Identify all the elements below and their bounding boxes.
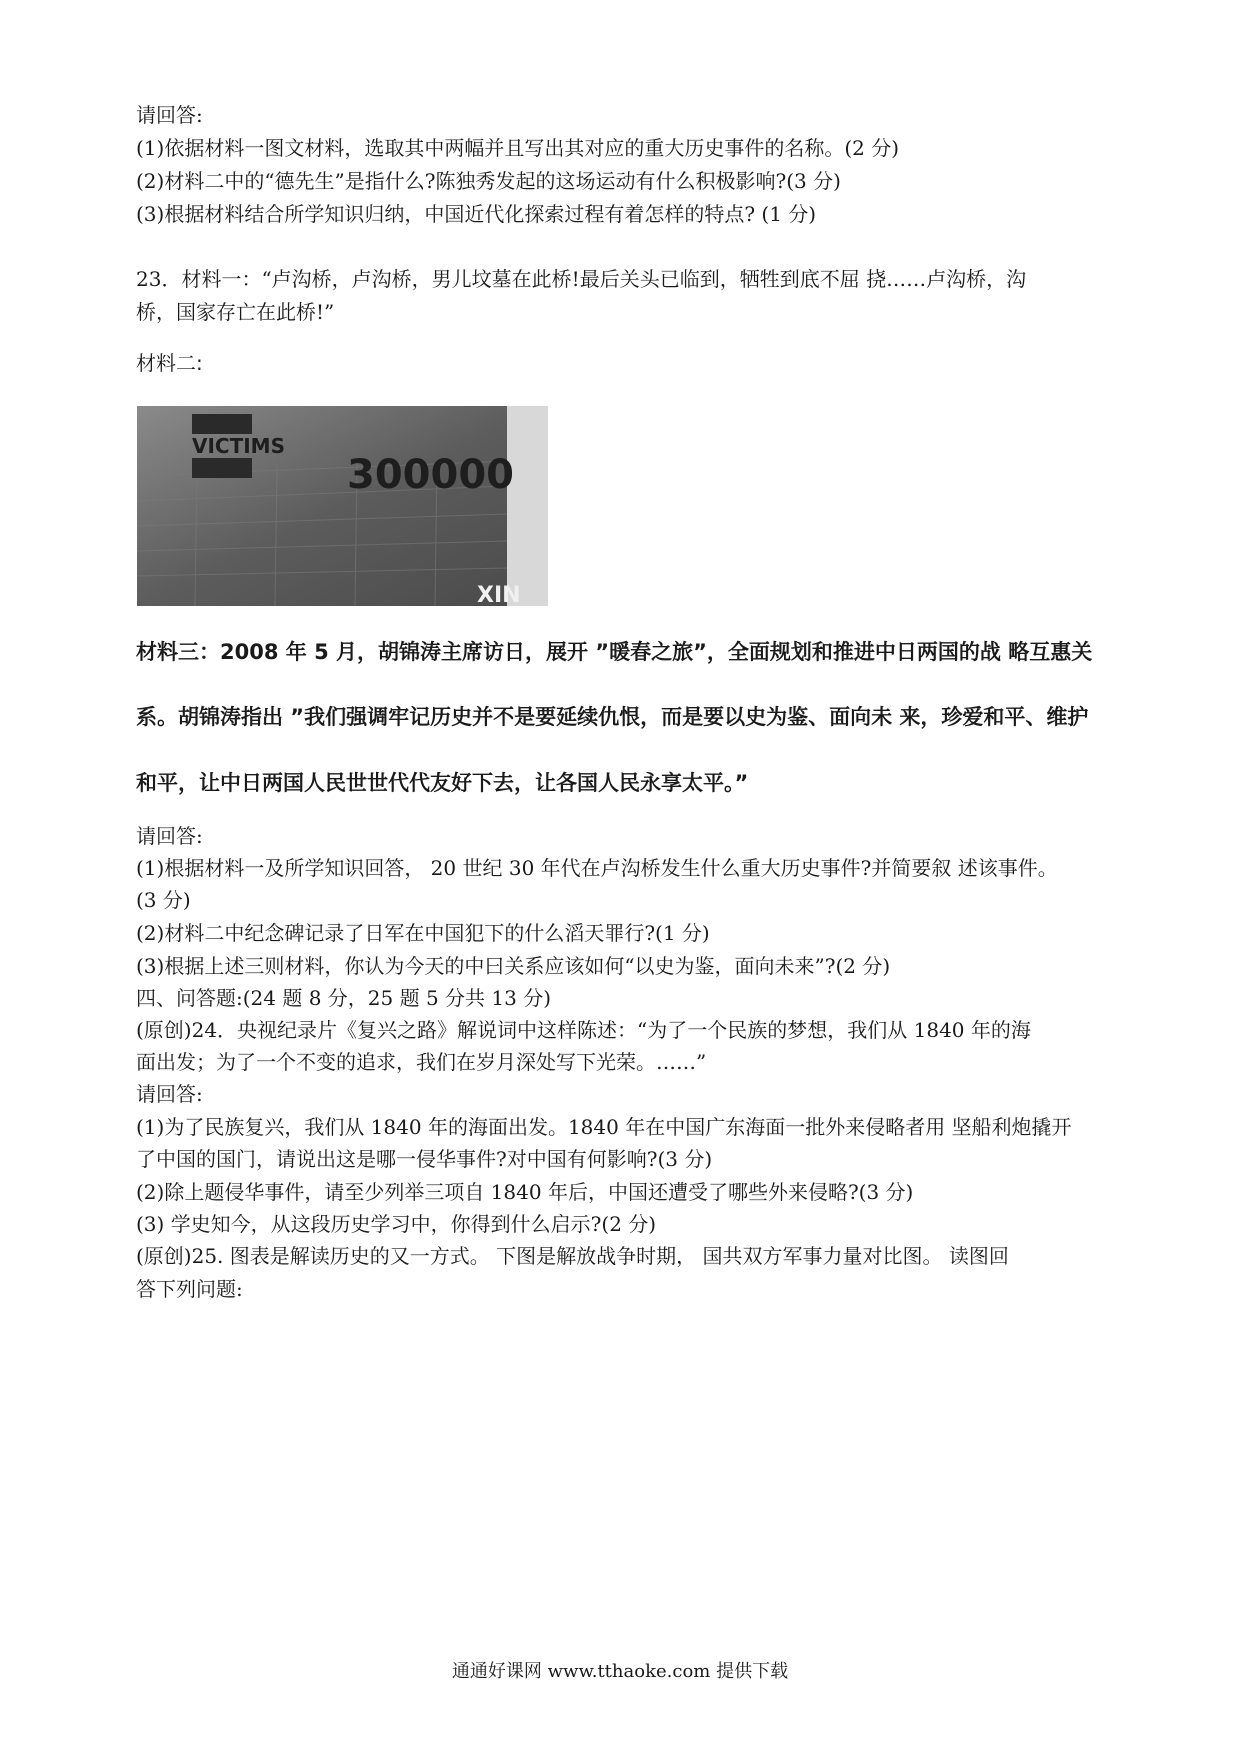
- q22-prompt: 请回答:: [136, 103, 203, 127]
- q23-sub1-line2: (3 分): [136, 888, 191, 912]
- q24-intro-line2: 面出发；为了一个不变的追求，我们在岁月深处写下光荣。……”: [136, 1050, 707, 1074]
- q23-sub1-line1: (1)根据材料一及所学知识回答， 20 世纪 30 年代在卢沟桥发生什么重大历史事件?并简要叙 述该事件。: [136, 856, 1058, 880]
- section4-heading: 四、问答题:(24 题 8 分，25 题 5 分共 13 分): [136, 986, 551, 1010]
- q24-sub1-line2: 了中国的国门，请说出这是哪一侵华事件?对中国有何影响?(3 分): [136, 1147, 713, 1171]
- memorial-wall-image: [137, 406, 548, 606]
- q24-intro-line1: (原创)24．央视纪录片《复兴之路》解说词中这样陈述：“为了一个民族的梦想，我们从 1840 年的海: [136, 1018, 1031, 1042]
- photo-watermark: XIN: [477, 583, 521, 606]
- chinese-characters-bottom: [192, 458, 252, 478]
- q24-sub2: (2)除上题侵华事件，请至少列举三项自 1840 年后，中国还遭受了哪些外来侵略?(3 分): [136, 1180, 914, 1204]
- q23-prompt: 请回答:: [136, 824, 203, 848]
- page-footer: 通通好课网 www.tthaoke.com 提供下载: [451, 1661, 789, 1682]
- q25-line1: (原创)25. 图表是解读历史的又一方式。 下图是解放战争时期， 国共双方军事力量对比图。 读图回: [136, 1244, 1009, 1268]
- q23-material1-line1: 23．材料一：“卢沟桥，卢沟桥，男儿坟墓在此桥!最后关头已临到，牺牲到底不屈 挠……卢沟桥，沟: [136, 267, 1027, 291]
- q23-material3-line1: 材料三：2008 年 5 月，胡锦涛主席访日，展开 ”暖春之旅”，全面规划和推进中日两国的战 略互惠关: [136, 640, 1093, 664]
- q24-prompt: 请回答:: [136, 1082, 203, 1106]
- q25-line2: 答下列问题:: [136, 1277, 243, 1301]
- chinese-characters-top: [192, 414, 252, 434]
- q24-sub3: (3) 学史知今，从这段历史学习中，你得到什么启示?(2 分): [136, 1212, 657, 1236]
- q22-sub2: (2)材料二中的“德先生”是指什么?陈独秀发起的这场运动有什么积极影响?(3 分): [136, 169, 841, 193]
- q23-material3-line3: 和平，让中日两国人民世世代代友好下去，让各国人民永享太平。”: [136, 771, 749, 795]
- q23-sub3: (3)根据上述三则材料，你认为今天的中曰关系应该如何“以史为鉴，面向未来”?(2 分): [136, 954, 891, 978]
- photo-text-number: 300000: [347, 452, 514, 498]
- memorial-wall-photo: [137, 406, 548, 606]
- q22-sub3: (3)根据材料结合所学知识归纳，中国近代化探索过程有着怎样的特点? (1 分): [136, 202, 817, 226]
- q24-sub1-line1: (1)为了民族复兴，我们从 1840 年的海面出发。1840 年在中国广东海面一批外来侵略者用 坚船利炮撬开: [136, 1115, 1072, 1139]
- q23-material2-label: 材料二:: [136, 351, 203, 375]
- q23-material3-line2: 系。胡锦涛指出 ”我们强调牢记历史并不是要延续仇恨，而是要以史为鉴、面向未 来，珍爱和平、维护: [136, 705, 1089, 729]
- q22-sub1: (1)依据材料一图文材料，选取其中两幅并且写出其对应的重大历史事件的名称。(2 分): [136, 136, 900, 160]
- q23-material1-line2: 桥，国家存亡在此桥!”: [136, 300, 335, 324]
- photo-text-victims: VICTIMS: [192, 434, 285, 458]
- q23-sub2: (2)材料二中纪念碑记录了日军在中国犯下的什么滔天罪行?(1 分): [136, 921, 710, 945]
